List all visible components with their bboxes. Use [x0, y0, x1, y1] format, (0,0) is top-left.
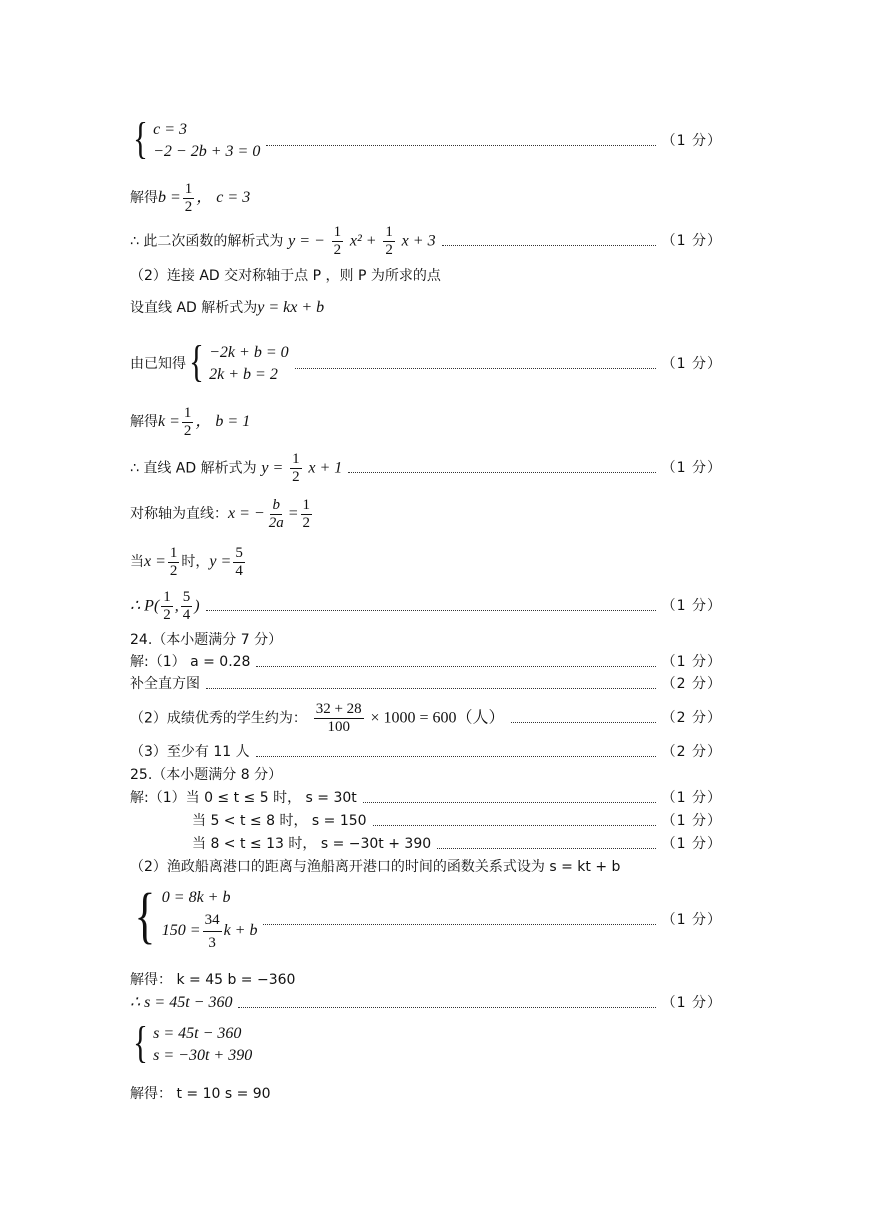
step-when-x: 当 x = $\frac{1}{2}$ 时， y = $\frac{5}{4}$	[130, 544, 243, 579]
q25-system	[130, 881, 722, 952]
fraction: $\frac{1}{2}$	[183, 404, 192, 439]
step-quadratic-expr: ∴ 此二次函数的解析式为 y = − $\frac{1}{2}$ x² + $\frac{1}{2}$ x + 3 （1 分）	[130, 223, 722, 258]
q25-final-system	[130, 1018, 722, 1068]
fraction: $\frac{32 + 28}{100}$	[315, 700, 362, 735]
dot-leader	[373, 825, 656, 826]
question-25-heading: 25.（本小题满分 8 分）	[130, 767, 283, 783]
score-mark: （1 分）	[661, 912, 722, 928]
step-solve-k-b: 解得 k = $\frac{1}{2}$ ， b = 1	[130, 404, 251, 439]
dot-leader	[442, 245, 656, 246]
system-row: c = 3	[153, 121, 188, 138]
q25-part2-intro: （2）渔政船离港口的距离与渔船离开港口的时间的函数关系式设为 s = kt + b	[130, 859, 621, 875]
score-mark: （2 分）	[661, 710, 722, 726]
system-row: 2k + b = 2	[209, 366, 278, 383]
step-point-p: ∴ P( $\frac{1}{2}$ , $\frac{5}{4}$ ) （1 分）	[130, 588, 722, 623]
dot-leader	[266, 145, 655, 146]
q25-solve-t-s: 解得： t = 10 s = 90	[130, 1086, 271, 1102]
system-row: −2 − 2b + 3 = 0	[153, 143, 261, 160]
step-axis: 对称轴为直线： x = − $\frac{b}{2a}$ = $\frac{1}{2}$	[130, 496, 310, 531]
fraction: $\frac{5}{4}$	[235, 544, 243, 579]
system-row: s = 45t − 360	[153, 1025, 242, 1042]
equation-system: { c = 3 −2 − 2b + 3 = 0	[133, 114, 261, 163]
step-line-ad: 设直线 AD 解析式为 y = kx + b	[130, 299, 325, 316]
dot-leader	[206, 688, 656, 689]
question-24-heading: 24.（本小题满分 7 分）	[130, 632, 283, 648]
fraction: $\frac{1}{2}$	[163, 588, 171, 623]
score-mark: （1 分）	[661, 233, 722, 249]
score-mark: （1 分）	[661, 654, 722, 670]
score-mark: （1 分）	[661, 598, 722, 614]
equation-system: { 0 = 8k + b 150 = $\frac{34}{3}$ k + b	[130, 887, 257, 954]
score-mark: （1 分）	[661, 460, 722, 476]
fraction: $\frac{1}{2}$	[292, 450, 300, 485]
fraction: $\frac{1}{2}$	[169, 544, 178, 579]
dot-leader	[238, 1007, 655, 1008]
fraction: $\frac{1}{2}$	[302, 496, 310, 531]
dot-leader	[363, 802, 656, 803]
equation-system: { −2k + b = 0 2k + b = 2	[189, 337, 289, 386]
q25-s-expr: ∴ s = 45t − 360 （1 分）	[130, 994, 722, 1011]
score-mark: （1 分）	[661, 813, 722, 829]
fraction: $\frac{5}{4}$	[182, 588, 191, 623]
system-row: 150 = $\frac{34}{3}$ k + b	[162, 909, 258, 954]
q24-part1: 解:（1） a = 0.28 （1 分）	[130, 654, 722, 670]
dot-leader	[206, 610, 656, 611]
q24-part3: （3）至少有 11 人 （2 分）	[130, 744, 722, 760]
step-system-c	[130, 114, 722, 164]
q25-solve-k-b: 解得： k = 45 b = −360	[130, 972, 296, 988]
dot-leader	[511, 722, 656, 723]
dot-leader	[437, 848, 656, 849]
score-mark: （1 分）	[661, 836, 722, 852]
score-mark: （2 分）	[661, 744, 722, 760]
system-row: −2k + b = 0	[209, 344, 289, 361]
fraction: $\frac{b}{2a}$	[268, 496, 284, 531]
dot-leader	[348, 472, 655, 473]
q25-case2: 当 5 < t ≤ 8 时， s = 150 （1 分）	[192, 813, 722, 829]
q25-case3: 当 8 < t ≤ 13 时， s = −30t + 390 （1 分）	[192, 836, 722, 852]
dot-leader	[295, 368, 656, 369]
step-part2-intro: （2）连接 AD 交对称轴于点 P ，则 P 为所求的点	[130, 268, 441, 284]
system-row: s = −30t + 390	[153, 1047, 253, 1064]
dot-leader	[263, 924, 655, 925]
fraction: $\frac{1}{2}$	[385, 223, 393, 258]
score-mark: （2 分）	[661, 676, 722, 692]
fraction: $\frac{1}{2}$	[184, 180, 193, 215]
score-mark: （1 分）	[661, 356, 722, 372]
equation-system: { s = 45t − 360 s = −30t + 390	[133, 1018, 253, 1067]
score-mark: （1 分）	[661, 995, 722, 1011]
step-ad-expr: ∴ 直线 AD 解析式为 y = $\frac{1}{2}$ x + 1 （1 分）	[130, 450, 722, 485]
score-mark: （1 分）	[661, 790, 722, 806]
score-mark: （1 分）	[661, 133, 722, 149]
q24-histogram: 补全直方图 （2 分）	[130, 676, 722, 692]
q24-part2: （2）成绩优秀的学生约为： $\frac{32 + 28}{100}$ × 1000 = 600（人） （2 分）	[130, 700, 722, 735]
system-row: 0 = 8k + b	[161, 888, 231, 906]
fraction: $\frac{34}{3}$	[203, 909, 222, 954]
dot-leader	[256, 756, 656, 757]
dot-leader	[256, 666, 655, 667]
q25-case1: 解:（1）当 0 ≤ t ≤ 5 时， s = 30t （1 分）	[130, 790, 722, 806]
fraction: $\frac{1}{2}$	[333, 223, 342, 258]
step-system-k-b: 由已知得 { −2k + b = 0 2k + b = 2 （1 分）	[130, 337, 722, 386]
step-solve-b-c: 解得 b = $\frac{1}{2}$ ， c = 3	[130, 180, 251, 215]
